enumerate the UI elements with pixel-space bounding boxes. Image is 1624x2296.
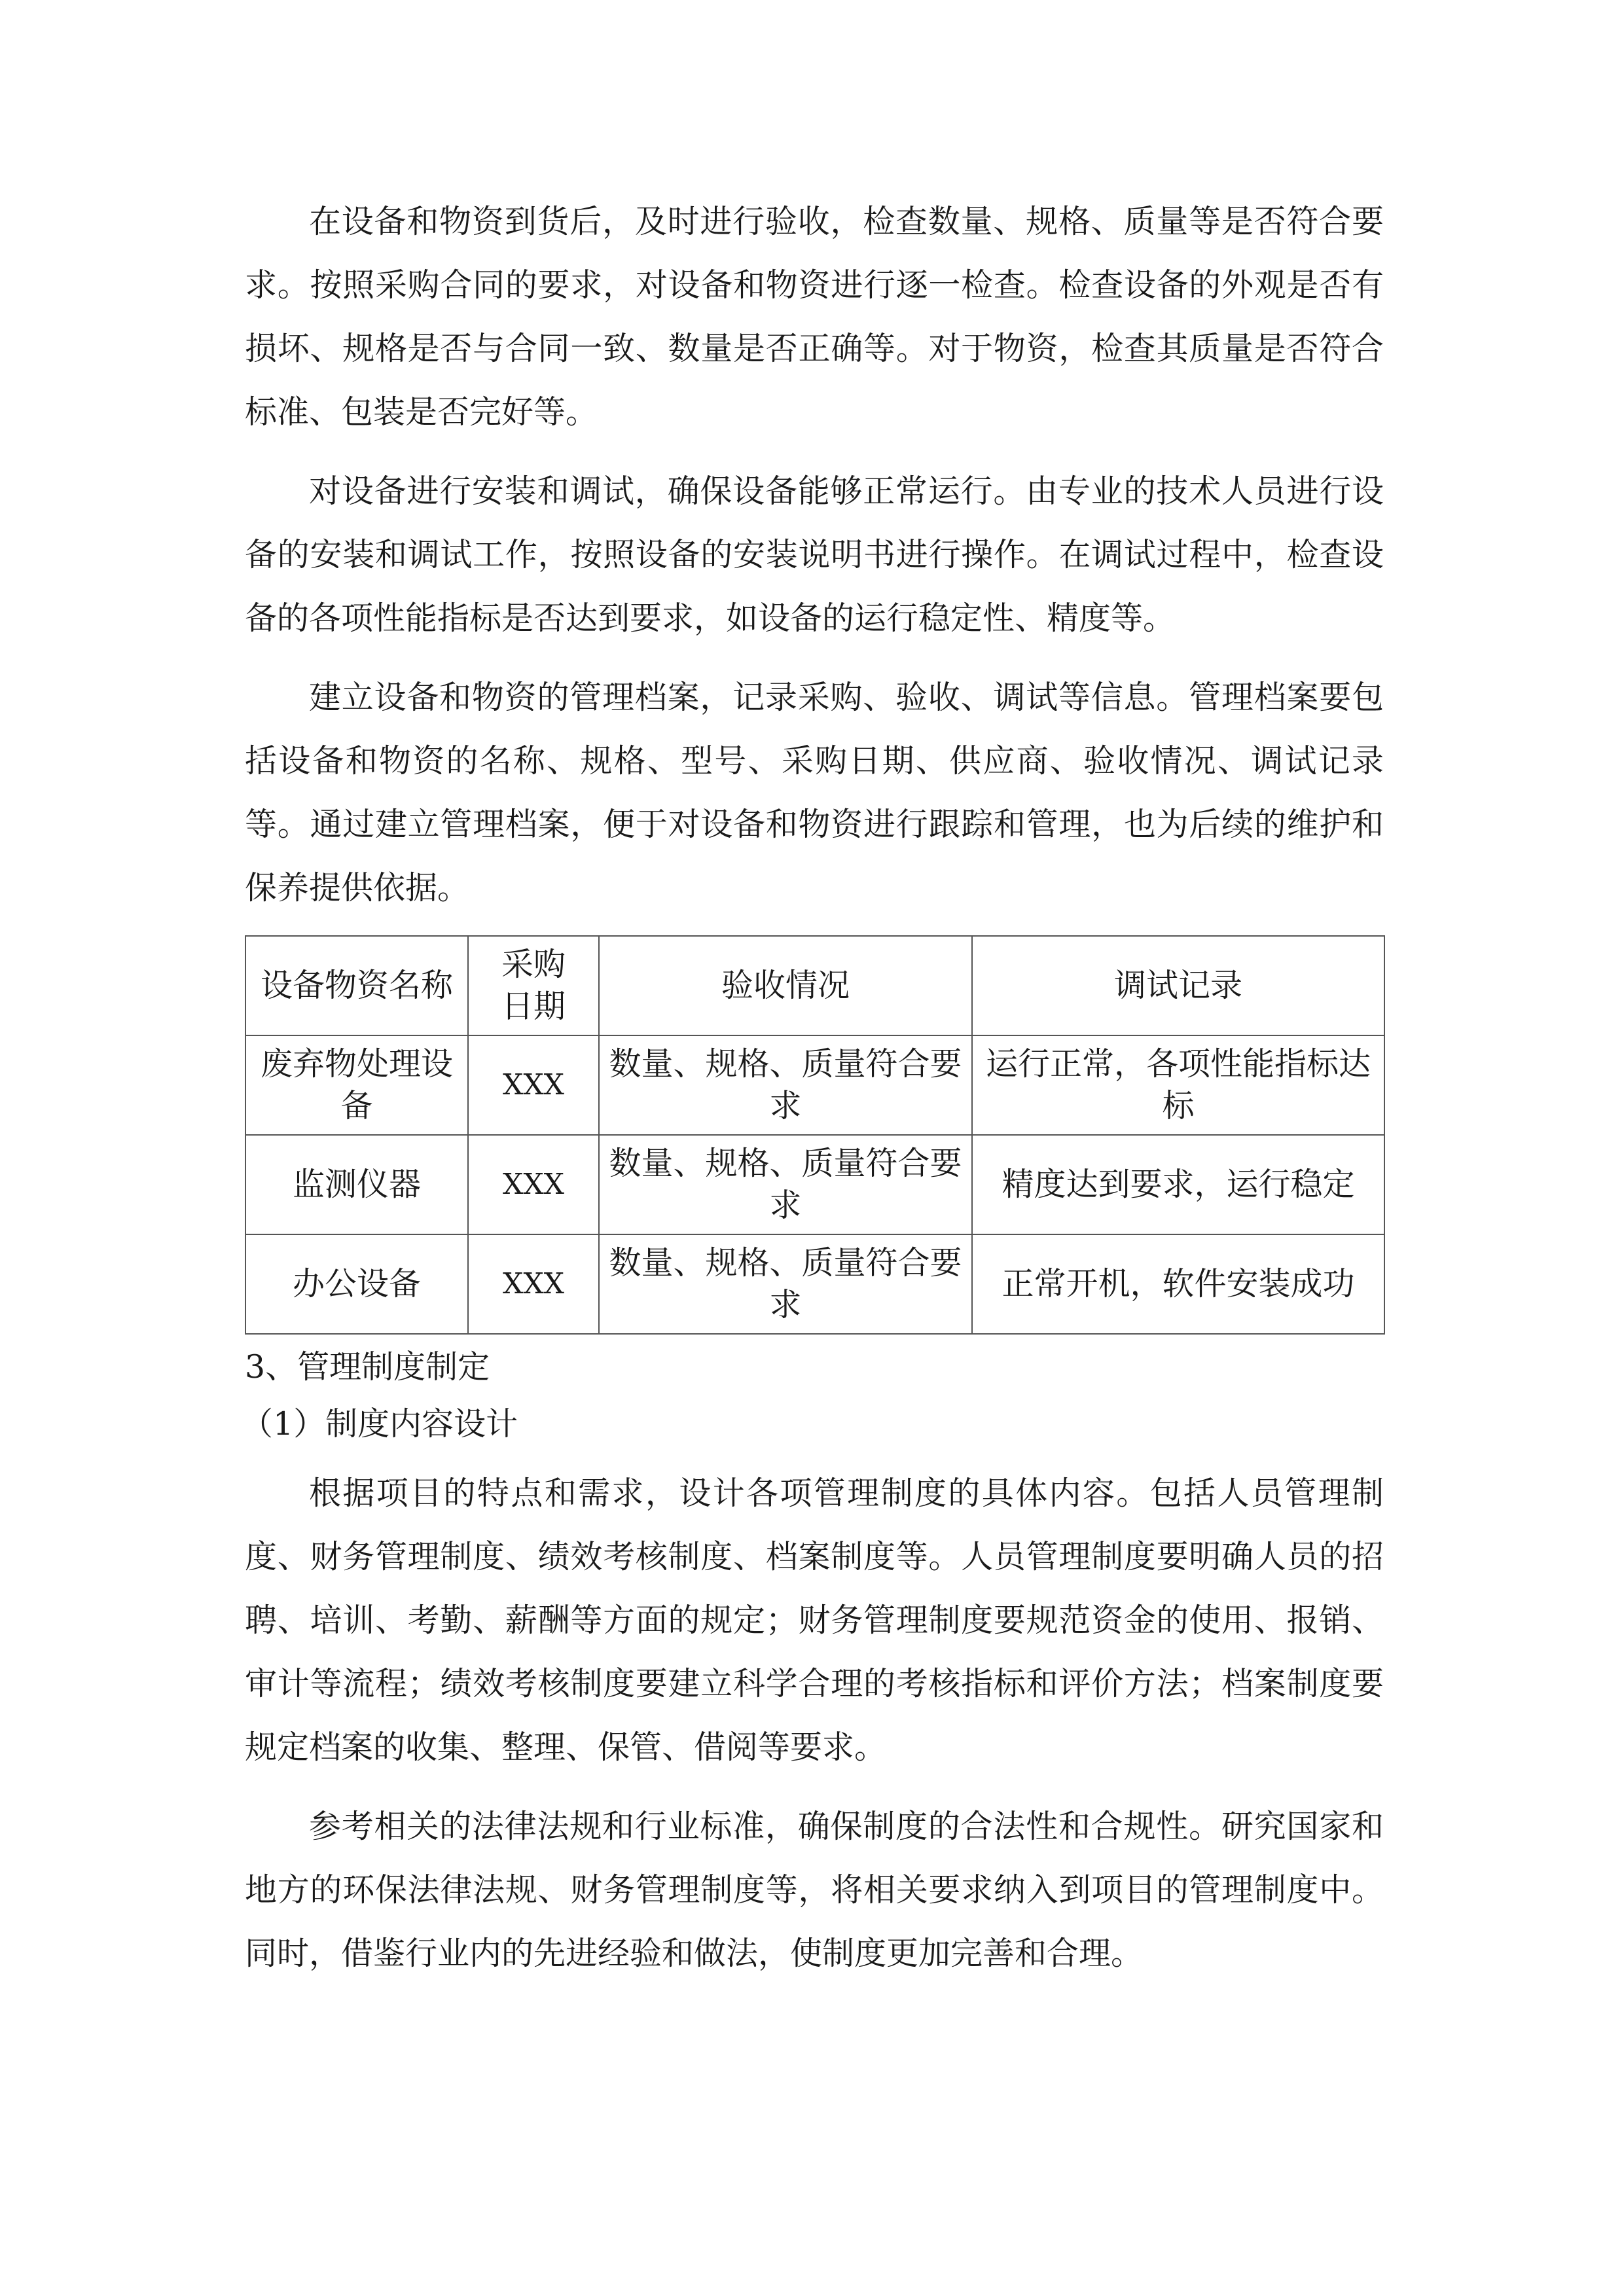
cell-date: XXX [468, 1234, 599, 1334]
header-debug: 调试记录 [972, 936, 1384, 1035]
paragraph-installation-debug: 对设备进行安装和调试，确保设备能够正常运行。由专业的技术人员进行设备的安装和调试工作，按照设备的安装说明书进行操作。在调试过程中，检查设备的各项性能指标是否达到要求，如设备的运行稳定性、精度等。 [245, 473, 1384, 637]
table-row [245, 1035, 1384, 1135]
cell-name: 废弃物处理设备 [245, 1035, 468, 1135]
table-row [245, 1234, 1384, 1334]
cell-name: 监测仪器 [245, 1135, 468, 1234]
section-heading: 3、管理制度制定 [245, 1348, 490, 1386]
equipment-table [245, 935, 1385, 1335]
header-date: 采购日期 [468, 936, 599, 1035]
subsection-heading: （1）制度内容设计 [241, 1405, 518, 1443]
header-acceptance: 验收情况 [599, 936, 972, 1035]
cell-name: 办公设备 [245, 1234, 468, 1334]
paragraph-legal-reference: 参考相关的法律法规和行业标准，确保制度的合法性和合规性。研究国家和地方的环保法律法规、财务管理制度等，将相关要求纳入到项目的管理制度中。同时，借鉴行业内的先进经验和做法，使制度更加完善和合理。 [245, 1808, 1384, 1972]
paragraph-management-archive: 建立设备和物资的管理档案，记录采购、验收、调试等信息。管理档案要包括设备和物资的名称、规格、型号、采购日期、供应商、验收情况、调试记录等。通过建立管理档案，便于对设备和物资进行跟踪和管理，也为后续的维护和保养提供依据。 [245, 679, 1384, 906]
cell-acceptance: 数量、规格、质量符合要求 [599, 1234, 972, 1334]
cell-date: XXX [468, 1135, 599, 1234]
cell-debug: 精度达到要求，运行稳定 [972, 1135, 1384, 1234]
cell-debug: 运行正常，各项性能指标达标 [972, 1035, 1384, 1135]
paragraph-acceptance-check: 在设备和物资到货后，及时进行验收，检查数量、规格、质量等是否符合要求。按照采购合同的要求，对设备和物资进行逐一检查。检查设备的外观是否有损坏、规格是否与合同一致、数量是否正确等。对于物资，检查其质量是否符合标准、包装是否完好等。 [245, 203, 1384, 431]
cell-acceptance: 数量、规格、质量符合要求 [599, 1135, 972, 1234]
cell-date: XXX [468, 1035, 599, 1135]
table-header-row [245, 936, 1384, 1035]
cell-debug: 正常开机，软件安装成功 [972, 1234, 1384, 1334]
document-page [241, 190, 1384, 2001]
cell-acceptance: 数量、规格、质量符合要求 [599, 1035, 972, 1135]
paragraph-system-design: 根据项目的特点和需求，设计各项管理制度的具体内容。包括人员管理制度、财务管理制度、绩效考核制度、档案制度等。人员管理制度要明确人员的招聘、培训、考勤、薪酬等方面的规定；财务管理制度要规范资金的使用、报销、审计等流程；绩效考核制度要建立科学合理的考核指标和评价方法；档案制度要规定档案的收集、整理、保管、借阅等要求。 [245, 1475, 1384, 1766]
header-name: 设备物资名称 [245, 936, 468, 1035]
table-row [245, 1135, 1384, 1234]
